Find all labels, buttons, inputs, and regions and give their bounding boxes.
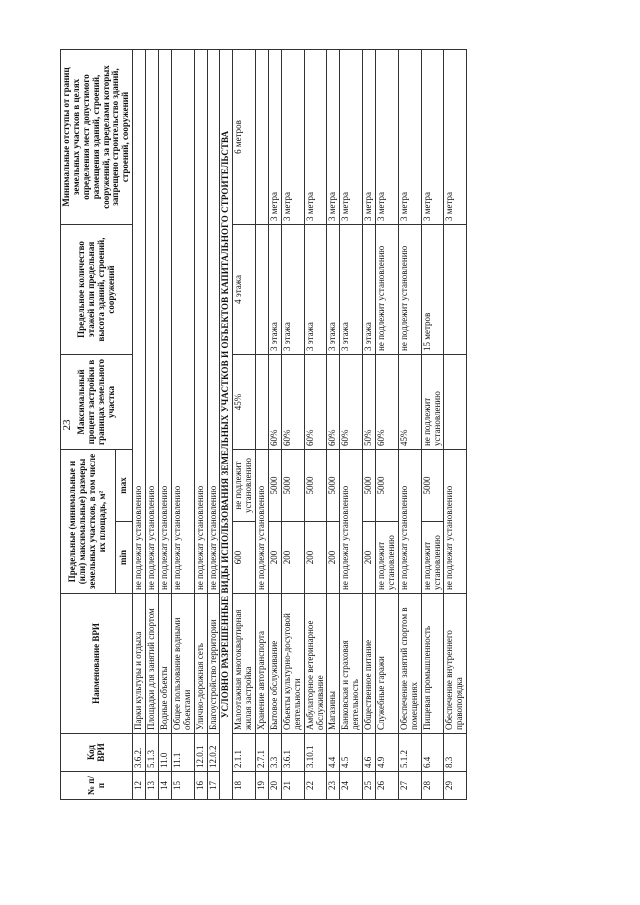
table-row	[376, 49, 399, 799]
row-name: Улично-дорожная сеть	[194, 594, 207, 734]
table-row	[327, 49, 340, 799]
row-floors: 3 этажа	[281, 224, 304, 354]
header-size-group: Предельные (минимальные и (или) максимальные) размеры земельных участков, в том числе их площадь, м²	[61, 449, 116, 593]
row-num: 26	[376, 772, 399, 800]
row-name: Общее пользование водными объектами	[171, 594, 194, 734]
header-num: № п/п	[61, 772, 133, 800]
row-setback: 3 метра	[421, 49, 444, 224]
table-row	[363, 49, 376, 799]
row-percent: 60%	[304, 354, 327, 449]
row-min: 200	[269, 522, 282, 594]
row-name: Хранение автотранспорта	[256, 594, 269, 734]
row-code: 3.10.1	[304, 734, 327, 772]
row-floors	[256, 224, 269, 354]
row-name: Бытовое обслуживание	[269, 594, 282, 734]
header-floors: Предельное количество этажей или предельная высота зданий, строений, сооружений	[61, 224, 133, 354]
row-setback: 3 метра	[340, 49, 363, 224]
table-row	[256, 49, 269, 799]
row-name: Парки культуры и отдыха	[133, 594, 146, 734]
table-row	[269, 49, 282, 799]
table-row	[398, 49, 421, 799]
row-min: 200	[327, 522, 340, 594]
row-percent: 60%	[340, 354, 363, 449]
row-span-value: не подлежат установлению	[159, 49, 172, 593]
row-num: 16	[194, 772, 207, 800]
row-code: 4.6	[363, 734, 376, 772]
table-header-row	[61, 49, 116, 799]
row-floors: не подлежит установлению	[398, 224, 421, 354]
row-num: 21	[281, 772, 304, 800]
row-code: 11.1	[171, 734, 194, 772]
row-num: 15	[171, 772, 194, 800]
row-percent: 60%	[281, 354, 304, 449]
row-min: не подлежит установлению	[376, 522, 399, 594]
row-setback: 3 метра	[398, 49, 421, 224]
row-setback: 3 метра	[327, 49, 340, 224]
row-code: 2.7.1	[256, 734, 269, 772]
row-num: 22	[304, 772, 327, 800]
row-code: 12.0.1	[194, 734, 207, 772]
rotated-table-container	[60, 50, 590, 800]
row-code: 4.5	[340, 734, 363, 772]
row-min: 200	[281, 522, 304, 594]
vri-table	[60, 49, 467, 800]
row-max: 5000	[363, 449, 376, 521]
row-num: 14	[159, 772, 172, 800]
row-min: 600	[233, 522, 256, 594]
table-row	[194, 49, 207, 799]
row-minmax: не подлежат установлению	[256, 449, 269, 593]
row-name: Благоустройство территории	[207, 594, 220, 734]
row-percent: 45%	[233, 354, 256, 449]
row-floors: 3 этажа	[363, 224, 376, 354]
header-min: min	[116, 522, 133, 594]
section-header-row	[220, 49, 233, 799]
row-floors: 4 этажа	[233, 224, 256, 354]
row-code: 4.9	[376, 734, 399, 772]
row-setback: 6 метров	[233, 49, 256, 224]
row-setback: 3 метра	[376, 49, 399, 224]
row-num: 23	[327, 772, 340, 800]
row-span-value: не подлежат установлению	[207, 49, 220, 593]
row-min: не подлежит установлению	[421, 522, 444, 594]
row-min: 200	[363, 522, 376, 594]
row-setback: 3 метра	[444, 49, 467, 224]
row-floors	[444, 224, 467, 354]
section-title: УСЛОВНО РАЗРЕШЕННЫЕ ВИДЫ ИСПОЛЬЗОВАНИЯ ЗЕМЕЛЬНЫХ УЧАСТКОВ И ОБЪЕКТОВ КАПИТАЛЬНОГО СТРОИТЕЛЬСТВА	[220, 49, 233, 799]
row-num: 12	[133, 772, 146, 800]
table-row	[171, 49, 194, 799]
table-row	[281, 49, 304, 799]
row-span-value: не подлежат установлению	[133, 49, 146, 593]
row-code: 3.6.1	[281, 734, 304, 772]
row-setback: 3 метра	[304, 49, 327, 224]
row-floors: 3 этажа	[340, 224, 363, 354]
header-name: Наименование ВРИ	[61, 594, 133, 734]
row-code: 11.0	[159, 734, 172, 772]
row-code: 3.3	[269, 734, 282, 772]
row-max: 5000	[376, 449, 399, 521]
row-name: Обеспечение занятий спортом в помещениях	[398, 594, 421, 734]
table-row	[340, 49, 363, 799]
row-code: 8.3	[444, 734, 467, 772]
row-name: Общественное питание	[363, 594, 376, 734]
row-max: 5000	[281, 449, 304, 521]
row-num: 19	[256, 772, 269, 800]
row-span-value: не подлежат установлению	[194, 49, 207, 593]
header-percent: Максимальный процент застройки в границах земельного участка	[61, 354, 133, 449]
header-max: max	[116, 449, 133, 521]
row-max: 5000	[269, 449, 282, 521]
row-num: 17	[207, 772, 220, 800]
row-name: Площадки для занятий спортом	[146, 594, 159, 734]
table-row	[304, 49, 327, 799]
row-num: 29	[444, 772, 467, 800]
row-floors: не подлежит установлению	[376, 224, 399, 354]
row-percent	[444, 354, 467, 449]
row-setback: 3 метра	[281, 49, 304, 224]
row-setback: 3 метра	[363, 49, 376, 224]
row-name: Водные объекты	[159, 594, 172, 734]
row-max: не подлежит установлению	[233, 449, 256, 521]
row-floors: 3 этажа	[304, 224, 327, 354]
row-max: 5000	[327, 449, 340, 521]
row-max: 5000	[421, 449, 444, 521]
table-row	[207, 49, 220, 799]
row-floors: 3 этажа	[269, 224, 282, 354]
row-percent: 50%	[363, 354, 376, 449]
row-span-value: не подлежат установлению	[146, 49, 159, 593]
row-percent: 60%	[269, 354, 282, 449]
page-number: 23	[61, 419, 73, 431]
row-code: 6.4	[421, 734, 444, 772]
row-name: Пищевая промышленность	[421, 594, 444, 734]
row-code: 4.4	[327, 734, 340, 772]
row-setback	[256, 49, 269, 224]
row-percent: 60%	[376, 354, 399, 449]
row-floors: 15 метров	[421, 224, 444, 354]
row-percent: 45%	[398, 354, 421, 449]
row-max: 5000	[304, 449, 327, 521]
row-setback: 3 метра	[269, 49, 282, 224]
row-percent: 60%	[327, 354, 340, 449]
row-num: 27	[398, 772, 421, 800]
row-minmax: не подлежат установлению	[340, 449, 363, 593]
row-num: 25	[363, 772, 376, 800]
table-row	[146, 49, 159, 799]
row-num: 28	[421, 772, 444, 800]
row-name: Банковская и страховая деятельность	[340, 594, 363, 734]
row-name: Обеспечение внутреннего правопорядка	[444, 594, 467, 734]
row-num: 20	[269, 772, 282, 800]
row-code: 5.1.3	[146, 734, 159, 772]
row-code: 5.1.2	[398, 734, 421, 772]
row-name: Магазины	[327, 594, 340, 734]
row-num: 18	[233, 772, 256, 800]
row-code: 2.1.1	[233, 734, 256, 772]
row-percent: не подлежит установлению	[421, 354, 444, 449]
row-code: 3.6.2.	[133, 734, 146, 772]
row-minmax: не подлежат установлению	[398, 449, 421, 593]
row-percent	[256, 354, 269, 449]
row-name: Объекты культурно-досуговой деятельности	[281, 594, 304, 734]
row-min: 200	[304, 522, 327, 594]
table-row	[133, 49, 146, 799]
table-row	[421, 49, 444, 799]
row-name: Служебные гаражи	[376, 594, 399, 734]
row-num: 24	[340, 772, 363, 800]
row-minmax: не подлежат установлению	[444, 449, 467, 593]
row-name: Амбулаторное ветеринарное обслуживание	[304, 594, 327, 734]
table-row	[444, 49, 467, 799]
header-setback: Минимальные отступы от границ земельных участков в целях определения мест допустимого размещения зданий, строений, сооружений, за пределами которых запрещено строительство зданий, строений, сооружений	[61, 49, 133, 224]
table-row	[159, 49, 172, 799]
header-code: Код ВРИ	[61, 734, 133, 772]
row-code: 12.0.2	[207, 734, 220, 772]
row-name: Малоэтажная многоквартирная жилая застройка	[233, 594, 256, 734]
table-row	[233, 49, 256, 799]
row-num: 13	[146, 772, 159, 800]
row-span-value: не подлежат установлению	[171, 49, 194, 593]
row-floors: 3 этажа	[327, 224, 340, 354]
